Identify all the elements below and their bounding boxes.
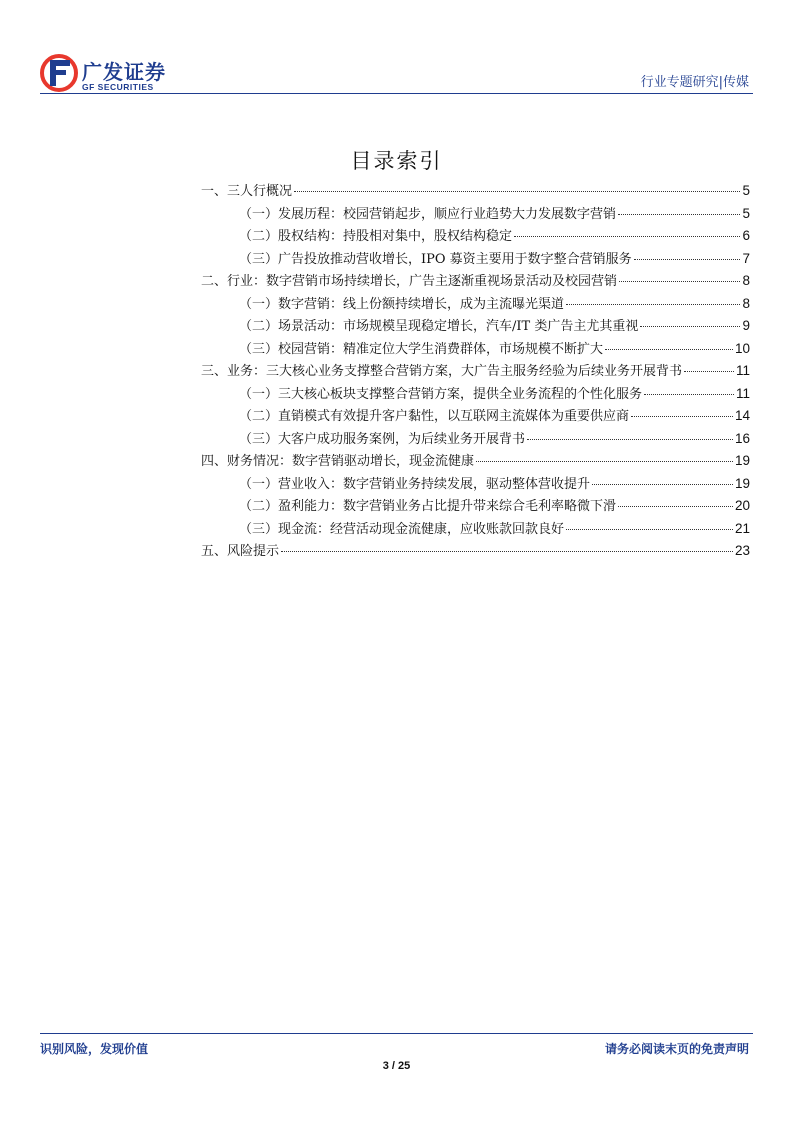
toc-entry[interactable]	[201, 360, 750, 383]
toc-entry-page: 6	[742, 228, 750, 243]
toc-entry-page: 9	[742, 318, 750, 333]
toc-entry[interactable]	[201, 203, 750, 226]
toc-leader-dots	[618, 506, 733, 507]
company-logo	[40, 52, 180, 96]
toc-entry-page: 19	[734, 453, 750, 468]
toc-entry-text: （一）营业收入：数字营销业务持续发展，驱动整体营收提升	[239, 476, 591, 492]
toc-entry-page: 7	[742, 250, 750, 266]
toc-title: 目录索引	[350, 149, 443, 173]
toc-entry[interactable]	[201, 270, 750, 293]
toc-entry[interactable]	[201, 248, 750, 271]
toc-entry-text: 五、风险提示	[201, 544, 280, 559]
toc-entry-text: （三）广告投放推动营收增长，IPO 募资主要用于数字整合营销服务	[239, 251, 632, 267]
gf-logo-icon	[40, 52, 78, 94]
toc-entry-page: 23	[734, 543, 750, 558]
toc-entry[interactable]	[201, 405, 750, 428]
toc-leader-dots	[527, 439, 733, 440]
toc-leader-dots	[634, 259, 741, 260]
toc-entry-text: （一）数字营销：线上份额持续增长，成为主流曝光渠道	[239, 296, 565, 312]
toc-leader-dots	[640, 326, 740, 327]
toc-entry-page: 14	[734, 408, 750, 423]
logo-english-name: GF SECURITIES	[82, 82, 154, 92]
toc-entry-page: 20	[734, 498, 750, 513]
toc-entry-text: 四、财务情况：数字营销驱动增长，现金流健康	[201, 454, 475, 469]
toc-entry-text: （二）场景活动：市场规模呈现稳定增长，汽车/IT 类广告主尤其重视	[239, 319, 639, 334]
toc-leader-dots	[514, 236, 740, 237]
toc-entry-page: 5	[742, 205, 750, 221]
page-number: 3 / 25	[382, 1060, 411, 1072]
toc-entry-text: 二、行业：数字营销市场持续增长，广告主逐渐重视场景活动及校园营销	[201, 274, 618, 289]
toc-leader-dots	[605, 349, 733, 350]
footer-slogan: 识别风险，发现价值	[40, 1042, 149, 1056]
toc-entry-text: （一）三大核心板块支撑整合营销方案，提供全业务流程的个性化服务	[239, 386, 643, 402]
footer-disclaimer: 请务必阅读末页的免责声明	[604, 1042, 749, 1056]
toc-entry[interactable]	[201, 180, 750, 203]
toc-entry[interactable]	[201, 518, 750, 541]
toc-entry[interactable]	[201, 293, 750, 316]
toc-leader-dots	[566, 304, 740, 305]
toc-entry-page: 16	[734, 430, 750, 446]
toc-leader-dots	[592, 484, 733, 485]
toc-entry-page: 10	[734, 340, 750, 356]
toc-leader-dots	[644, 394, 734, 395]
toc-leader-dots	[631, 416, 733, 417]
toc-entry[interactable]	[201, 473, 750, 496]
toc-entry[interactable]	[201, 540, 750, 563]
toc-entry[interactable]	[201, 428, 750, 451]
toc-leader-dots	[476, 461, 733, 462]
header-divider	[40, 93, 753, 94]
toc-entry-page: 21	[734, 520, 750, 536]
toc-leader-dots	[281, 551, 733, 552]
toc-entry[interactable]	[201, 225, 750, 248]
toc-entry-page: 5	[742, 183, 750, 198]
toc-entry-text: （三）现金流：经营活动现金流健康，应收账款回款良好	[239, 521, 565, 537]
table-of-contents	[201, 180, 750, 563]
toc-entry-text: （二）盈利能力：数字营销业务占比提升带来综合毛利率略微下滑	[239, 499, 617, 514]
toc-entry-text: （二）股权结构：持股相对集中，股权结构稳定	[239, 229, 513, 244]
toc-entry-text: （三）校园营销：精准定位大学生消费群体，市场规模不断扩大	[239, 341, 604, 357]
toc-entry[interactable]	[201, 315, 750, 338]
toc-entry-page: 8	[742, 273, 750, 288]
toc-leader-dots	[619, 281, 740, 282]
toc-entry[interactable]	[201, 450, 750, 473]
toc-leader-dots	[566, 529, 733, 530]
toc-entry-page: 19	[734, 475, 750, 491]
toc-leader-dots	[684, 371, 734, 372]
toc-leader-dots	[618, 214, 740, 215]
toc-entry-text: （一）发展历程：校园营销起步，顺应行业趋势大力发展数字营销	[239, 206, 617, 222]
toc-entry-page: 8	[742, 295, 750, 311]
toc-entry-page: 11	[735, 363, 750, 378]
report-category: 行业专题研究|传媒	[640, 75, 749, 90]
toc-entry-text: 一、三人行概况	[201, 184, 293, 199]
logo-chinese-name: 广发证券	[82, 60, 166, 84]
toc-leader-dots	[294, 191, 740, 192]
toc-entry[interactable]	[201, 495, 750, 518]
toc-entry-text: 三、业务：三大核心业务支撑整合营销方案，大广告主服务经验为后续业务开展背书	[201, 364, 683, 379]
toc-entry-text: （三）大客户成功服务案例，为后续业务开展背书	[239, 431, 526, 447]
toc-entry[interactable]	[201, 383, 750, 406]
toc-entry-page: 11	[735, 385, 750, 401]
toc-entry[interactable]	[201, 338, 750, 361]
footer-divider	[40, 1033, 753, 1034]
toc-entry-text: （二）直销模式有效提升客户黏性，以互联网主流媒体为重要供应商	[239, 409, 630, 424]
